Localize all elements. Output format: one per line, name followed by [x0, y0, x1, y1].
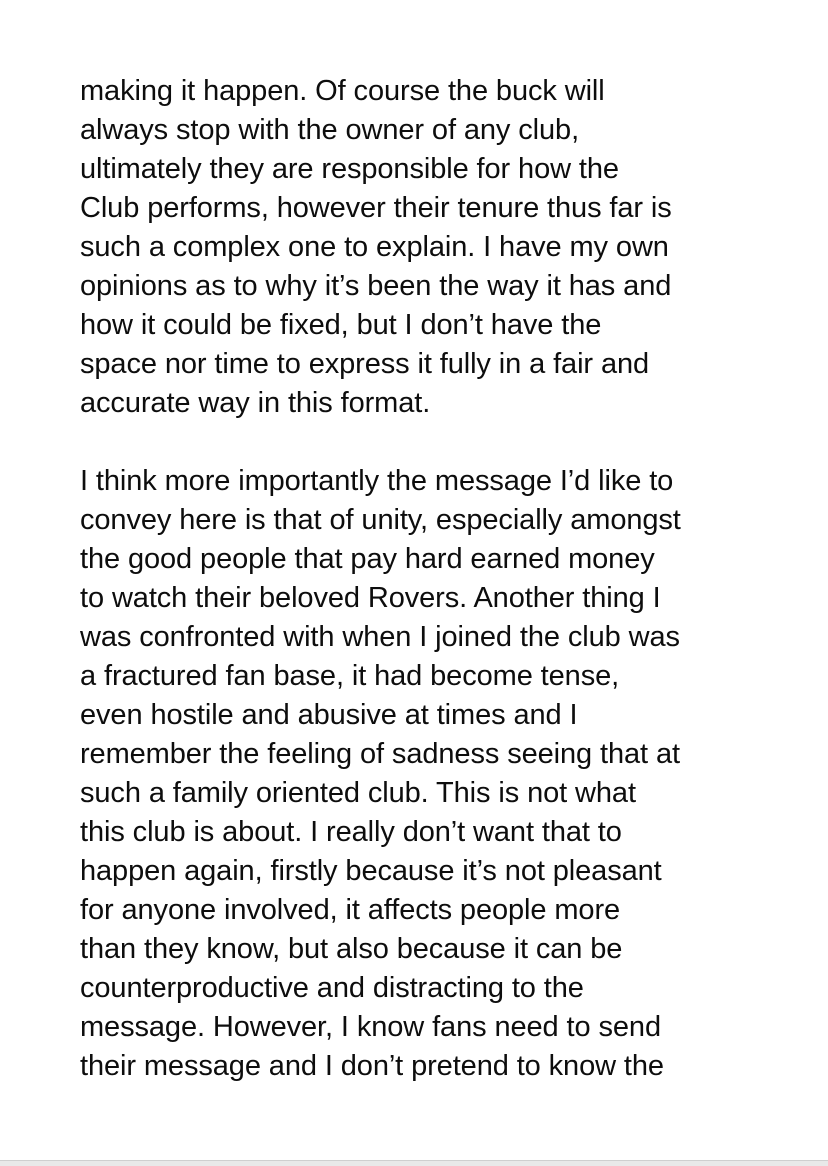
text-line: I think more importantly the message I’d like to	[80, 465, 674, 497]
text-line: convey here is that of unity, especially amongst	[80, 504, 681, 536]
text-line: a fractured fan base, it had become tense,	[80, 660, 620, 692]
text-line: this club is about. I really don’t want that to	[80, 816, 622, 848]
text-line: counterproductive and distracting to the	[80, 972, 584, 1004]
text-line: happen again, firstly because it’s not pleasant	[80, 855, 662, 887]
text-line: remember the feeling of sadness seeing that at	[80, 738, 680, 770]
text-line: accurate way in this format.	[80, 387, 431, 419]
text-line: ultimately they are responsible for how the	[80, 153, 619, 185]
text-line: such a family oriented club. This is not what	[80, 777, 636, 809]
paragraph-2	[80, 462, 780, 1086]
text-line: their message and I don’t pretend to know the	[80, 1050, 664, 1082]
text-line: space nor time to express it fully in a fair and	[80, 348, 650, 380]
text-line: message. However, I know fans need to send	[80, 1011, 661, 1043]
text-line: was confronted with when I joined the club was	[80, 621, 680, 653]
text-line: for anyone involved, it affects people more	[80, 894, 621, 926]
text-line: to watch their beloved Rovers. Another thing I	[80, 582, 661, 614]
text-line: making it happen. Of course the buck will	[80, 75, 605, 107]
text-line: such a complex one to explain. I have my own	[80, 231, 669, 263]
paragraph-1	[80, 72, 780, 423]
text-line: even hostile and abusive at times and I	[80, 699, 578, 731]
text-line: than they know, but also because it can be	[80, 933, 623, 965]
text-line: always stop with the owner of any club,	[80, 114, 580, 146]
page-bottom-edge	[0, 1160, 828, 1166]
text-line: how it could be fixed, but I don’t have the	[80, 309, 602, 341]
text-line: the good people that pay hard earned money	[80, 543, 655, 575]
text-line: opinions as to why it’s been the way it has and	[80, 270, 672, 302]
text-line: Club performs, however their tenure thus far is	[80, 192, 672, 224]
